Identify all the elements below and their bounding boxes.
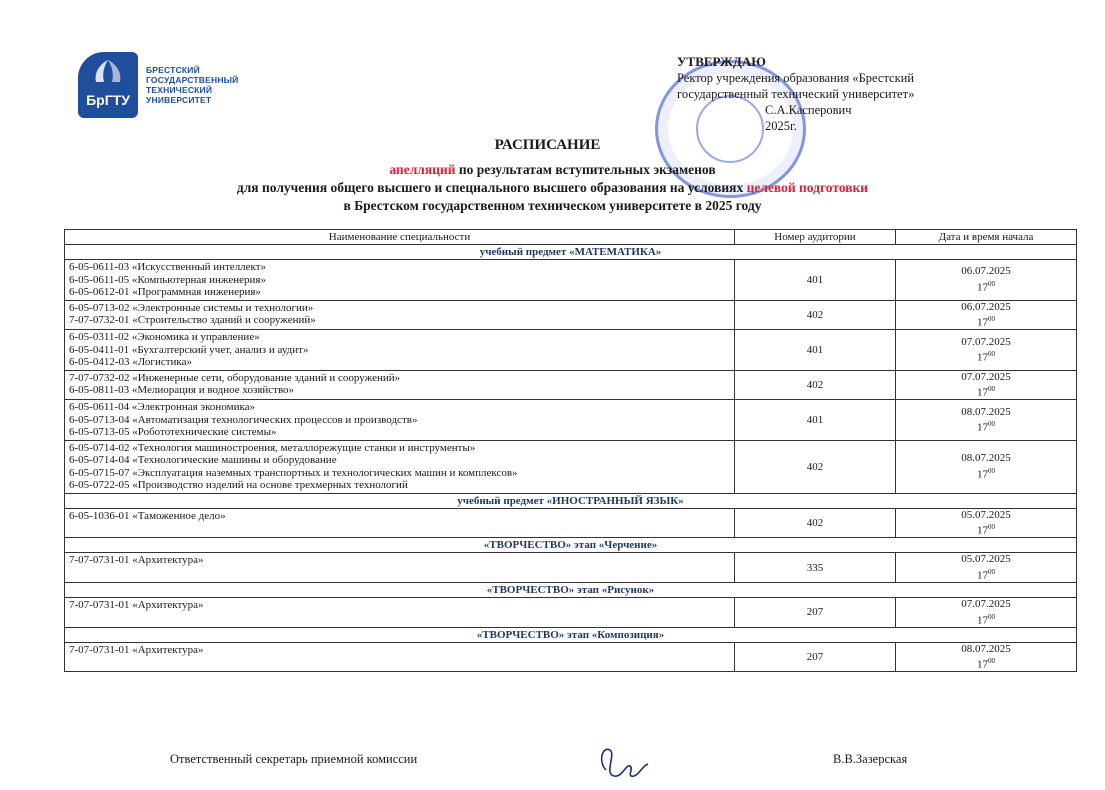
time-value [900, 566, 1072, 582]
handwritten-signature [596, 740, 656, 784]
table-row [65, 400, 1077, 441]
time-minutes: 00 [988, 466, 995, 475]
specialty-line: 6-05-0713-04 «Автоматизация технологических процессов и производств» [69, 413, 418, 426]
specialty-cell [65, 330, 735, 371]
specialty-cell [65, 440, 735, 493]
time-minutes: 00 [988, 567, 995, 576]
subtitle-text: по результатам вступительных экзаменов [455, 162, 716, 177]
time-minutes: 00 [988, 315, 995, 323]
specialty-line: 6-05-0714-02 «Технология машиностроения, металлорежущие станки и инструменты» [69, 441, 476, 454]
subtitle-highlight: апелляций [389, 162, 456, 177]
time-minutes: 00 [988, 420, 995, 429]
specialty-line: 6-05-0411-01 «Бухгалтерский учет, анализ и аудит» [69, 343, 309, 356]
specialty-line: 7-07-0731-01 «Архитектура» [69, 643, 204, 656]
approval-signer: С.А.Касперович [765, 103, 852, 117]
datetime-cell [896, 370, 1077, 400]
subject-row [65, 583, 1077, 598]
specialty-line: 6-05-0714-04 «Технологические машины и оборудование [69, 454, 337, 467]
time-value [900, 278, 1072, 294]
datetime-cell [896, 598, 1077, 628]
subject-title: учебный предмет «МАТЕМАТИКА» [65, 245, 1077, 260]
specialty-cell [65, 300, 735, 330]
datetime-cell [896, 642, 1077, 672]
table-row [65, 300, 1077, 330]
date-value: 05.07.2025 [961, 508, 1011, 521]
room-cell: 402 [735, 440, 896, 493]
date-value: 07.07.2025 [961, 370, 1011, 383]
specialty-cell [65, 598, 735, 628]
subject-title: «ТВОРЧЕСТВО» этап «Композиция» [65, 627, 1077, 642]
subject-row [65, 245, 1077, 260]
room-cell: 401 [735, 400, 896, 441]
table-body [65, 245, 1077, 672]
subject-row [65, 538, 1077, 553]
logo-line: ГОСУДАРСТВЕННЫЙ [146, 75, 239, 85]
approval-title: УТВЕРЖДАЮ [677, 54, 766, 69]
time-value [900, 611, 1072, 627]
logo-abbr: БрГТУ [86, 92, 130, 108]
time-hours: 17 [977, 614, 988, 627]
date-value: 06.07.2025 [961, 265, 1011, 278]
time-hours: 17 [977, 351, 988, 364]
room-cell: 335 [735, 553, 896, 583]
datetime-cell [896, 330, 1077, 371]
room-cell: 401 [735, 330, 896, 371]
document-subtitle [0, 162, 1105, 178]
specialty-line: 6-05-0713-02 «Электронные системы и технологии» [69, 301, 314, 314]
room-cell: 402 [735, 370, 896, 400]
datetime-cell [896, 300, 1077, 330]
datetime-cell [896, 508, 1077, 538]
specialty-line: 6-05-1036-01 «Таможенное дело» [69, 509, 226, 522]
subtitle-highlight: целевой подготовки [746, 180, 869, 195]
specialty-line: 6-05-0612-01 «Программная инженерия» [69, 286, 261, 298]
specialty-line: 6-05-0311-02 «Экономика и управление» [69, 331, 260, 344]
specialty-line: 6-05-0611-05 «Компьютерная инженерия» [69, 273, 266, 286]
table-row [65, 370, 1077, 400]
date-value: 08.07.2025 [961, 452, 1011, 465]
date-value: 06.07.2025 [961, 300, 1011, 313]
table-row [65, 598, 1077, 628]
university-logo [78, 52, 239, 118]
room-cell: 402 [735, 300, 896, 330]
logo-badge [78, 52, 138, 118]
subject-row [65, 493, 1077, 508]
time-value [900, 655, 1072, 671]
datetime-cell [896, 400, 1077, 441]
date-value: 08.07.2025 [961, 642, 1011, 655]
specialty-line: 6-05-0611-03 «Искусственный интеллект» [69, 261, 267, 273]
specialty-line: 7-07-0732-01 «Строительство зданий и сооружений» [69, 314, 316, 326]
specialty-line: 7-07-0731-01 «Архитектура» [69, 599, 204, 612]
room-cell: 401 [735, 260, 896, 301]
time-value [900, 313, 1072, 329]
specialty-line: 7-07-0732-02 «Инженерные сети, оборудование зданий и сооружений» [69, 371, 401, 384]
document-title: РАСПИСАНИЕ [494, 137, 601, 153]
table-row [65, 260, 1077, 301]
column-header-specialty: Наименование специальности [65, 230, 735, 245]
time-minutes: 00 [988, 657, 995, 666]
logo-line: БРЕСТСКИЙ [146, 65, 200, 75]
column-header-datetime: Дата и время начала [896, 230, 1077, 245]
table-row [65, 330, 1077, 371]
subtitle-text: для получения общего высшего и специального высшего образования на условиях [236, 180, 747, 195]
time-hours: 17 [977, 386, 988, 399]
subject-title: «ТВОРЧЕСТВО» этап «Черчение» [65, 538, 1077, 553]
time-hours: 17 [977, 281, 988, 294]
time-hours: 17 [977, 524, 988, 537]
logo-name [146, 65, 239, 105]
laurel-icon [92, 58, 124, 84]
time-value [900, 465, 1072, 481]
specialty-cell [65, 260, 735, 301]
specialty-line: 6-05-0811-03 «Мелиорация и водное хозяйство» [69, 384, 295, 397]
date-value: 08.07.2025 [961, 405, 1011, 418]
table-row [65, 508, 1077, 538]
time-value [900, 383, 1072, 399]
specialty-cell [65, 370, 735, 400]
time-hours: 17 [977, 421, 988, 434]
specialty-line: 6-05-0715-07 «Эксплуатация наземных транспортных и технологических машин и комплексов» [69, 466, 518, 479]
datetime-cell [896, 260, 1077, 301]
specialty-cell [65, 642, 735, 672]
specialty-line: 6-05-0611-04 «Электронная экономика» [69, 401, 256, 414]
table-row [65, 642, 1077, 672]
subject-title: учебный предмет «ИНОСТРАННЫЙ ЯЗЫК» [65, 493, 1077, 508]
secretary-name: В.В.Зазерская [833, 752, 908, 766]
approval-block [677, 54, 914, 134]
room-cell: 207 [735, 598, 896, 628]
column-header-room: Номер аудитории [735, 230, 896, 245]
specialty-cell [65, 553, 735, 583]
schedule-table [64, 229, 1077, 672]
datetime-cell [896, 440, 1077, 493]
subject-row [65, 627, 1077, 642]
specialty-line: 6-05-0412-03 «Логистика» [69, 356, 192, 369]
time-value [900, 521, 1072, 537]
time-value [900, 348, 1072, 364]
time-minutes: 00 [988, 612, 995, 621]
date-value: 07.07.2025 [961, 335, 1011, 348]
time-minutes: 00 [988, 385, 995, 394]
document-subtitle-3: в Брестском государственном техническом университете в 2025 году [343, 198, 762, 213]
specialty-cell [65, 400, 735, 441]
room-cell: 207 [735, 642, 896, 672]
time-hours: 17 [977, 569, 988, 582]
date-value: 07.07.2025 [961, 598, 1011, 611]
table-row [65, 553, 1077, 583]
logo-line: УНИВЕРСИТЕТ [146, 95, 212, 105]
subject-title: «ТВОРЧЕСТВО» этап «Рисунок» [65, 583, 1077, 598]
time-hours: 17 [977, 658, 988, 671]
approval-line: Ректор учреждения образования «Брестский [677, 71, 915, 85]
secretary-position: Ответственный секретарь приемной комиссии [170, 752, 418, 766]
room-cell: 402 [735, 508, 896, 538]
specialty-line: 6-05-0722-05 «Производство изделий на основе трехмерных технологий [69, 479, 408, 492]
document-subtitle-2 [0, 180, 1105, 196]
time-minutes: 00 [988, 350, 995, 359]
approval-date: 2025г. [765, 119, 797, 133]
time-minutes: 00 [988, 523, 995, 532]
datetime-cell [896, 553, 1077, 583]
approval-line: государственный технический университет» [677, 87, 915, 101]
specialty-line: 7-07-0731-01 «Архитектура» [69, 554, 204, 567]
time-minutes: 00 [988, 279, 995, 288]
date-value: 05.07.2025 [961, 553, 1011, 566]
logo-line: ТЕХНИЧЕСКИЙ [146, 85, 213, 95]
specialty-cell [65, 508, 735, 538]
table-row [65, 440, 1077, 493]
time-value [900, 418, 1072, 434]
table-header-row [65, 230, 1077, 245]
time-hours: 17 [977, 468, 988, 481]
time-hours: 17 [977, 316, 988, 329]
specialty-line: 6-05-0713-05 «Робототехнические системы» [69, 426, 277, 439]
